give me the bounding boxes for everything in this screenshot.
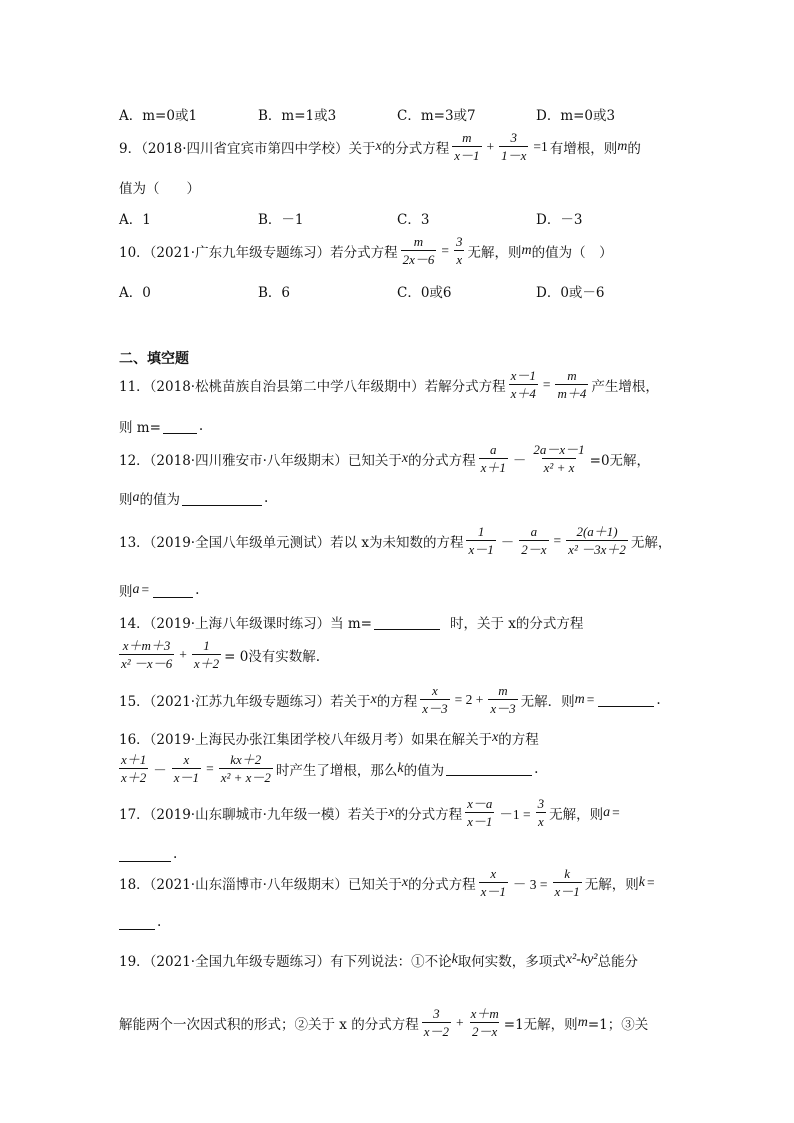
q18-var-k: k (638, 874, 645, 890)
q19-line2b: =1无解，则 (503, 1016, 578, 1033)
q11-end: . (198, 418, 204, 434)
q11-equals: = (542, 376, 551, 392)
q19-line1 (119, 950, 638, 970)
q17-end: . (173, 846, 178, 862)
q19-var-m: m (577, 1014, 588, 1030)
q9-var-m: m (617, 138, 628, 154)
q19-prefix: 19．（2021·全国九年级专题练习）有下列说法：①不论 (119, 954, 452, 970)
q18-minus: － 3 = (512, 876, 548, 892)
q17-equals-2: = (612, 804, 620, 820)
q9-fraction-1: $\frac{m}{x-1}$ (454, 130, 480, 163)
q17-line2 (119, 846, 177, 862)
q15-answer-blank[interactable] (598, 692, 654, 707)
q12-end: . (264, 490, 269, 506)
q11-line2 (119, 416, 203, 436)
q14-mid: 时，关于 x的分式方程 (449, 616, 584, 632)
q13-line1 (119, 524, 671, 557)
q13-prefix: 13．（2019·全国八年级单元测试）若以 x为未知数的方程 (119, 534, 464, 551)
q14-plus: + (179, 646, 187, 662)
q15-var-m: m (574, 691, 585, 707)
q18-fraction-1: $\frac{x}{x-1}$ (480, 866, 506, 899)
q13-line2 (119, 580, 199, 600)
q14-suffix: = 0没有实数解. (224, 648, 321, 665)
q16-suffix2: 的值为 (403, 762, 445, 779)
q12-line2-b: 的值为 (139, 492, 180, 508)
q10-option-a: A．0 (119, 285, 151, 301)
q19-fraction-1: $\frac{3}{x-2}$ (423, 1006, 449, 1039)
q17-answer-blank[interactable] (119, 847, 171, 862)
q14-fraction-2: $\frac{1}{x+2}$ (193, 638, 220, 671)
q10-fraction-1: $\frac{m}{2x-6}$ (402, 234, 435, 267)
q17-fraction-2: $\frac{3}{x}$ (537, 796, 545, 829)
q18-prefix: 18．（2021·山东淄博市·八年级期末）已知关于 (119, 876, 402, 893)
q11-fraction-2: $\frac{m}{m+4}$ (557, 368, 587, 401)
q13-line2-text: 则 (119, 584, 133, 600)
q10-suffix: 无解，则 (467, 244, 522, 261)
q17-var-x: x (388, 804, 395, 820)
q12-mid: 的分式方程 (408, 452, 476, 469)
q9-option-c: C．3 (397, 212, 430, 228)
q17-minus: －1 = (499, 806, 531, 822)
q11-line2-text: 则 m= (119, 420, 161, 436)
q9-suffix: 有增根，则 (549, 140, 618, 157)
section-title: 二、填空题 (119, 351, 189, 367)
q16-var-x: x (492, 730, 499, 745)
q14-answer-blank[interactable] (374, 615, 440, 630)
q19-line2c: =1；③关 (587, 1016, 649, 1033)
q14-line1 (119, 612, 583, 632)
q9-line1 (119, 130, 641, 163)
q11-line1 (119, 368, 659, 401)
q9-fraction-2: $\frac{3}{1-x}$ (501, 130, 527, 163)
q12-fraction-2: $\frac{2a-x-1}{\text{x² + x}}$ (533, 442, 585, 475)
q10-suffix2: 的值为（ ） (531, 244, 613, 261)
q12-var-a: a (132, 490, 140, 505)
q12-minus: － (512, 452, 527, 468)
q10-option-d: D．0或－6 (536, 285, 605, 301)
q16-line1 (119, 728, 539, 748)
q10-prefix: 10．（2021·广东九年级专题练习）若分式方程 (119, 244, 398, 261)
q19-line2a: 解能两个一次因式积的形式；②关于 x 的分式方程 (119, 1016, 419, 1033)
q16-line2 (119, 752, 538, 785)
q11-answer-blank[interactable] (163, 419, 197, 434)
q16-answer-blank[interactable] (446, 761, 532, 776)
q16-fraction-3: $\frac{kx+2}{\text{x² + x－2}}$ (220, 752, 271, 785)
q9-option-b: B．－1 (258, 212, 304, 228)
q11-prefix: 11．（2018·松桃苗族自治县第二中学八年级期中）若解分式方程 (119, 378, 506, 395)
q19-line2 (119, 1006, 648, 1039)
q15-suffix: 无解．则 (520, 693, 575, 710)
q10-equals: = (441, 242, 449, 258)
q13-suffix: 无解， (630, 534, 672, 551)
q10-option-c: C．0或6 (397, 285, 452, 301)
q18-answer-blank[interactable] (119, 915, 155, 930)
q19-plus: + (455, 1014, 464, 1030)
q8-option-d: D．m=0或3 (536, 108, 616, 124)
q12-prefix: 12．（2018·四川雅安市·八年级期末）已知关于 (119, 452, 402, 469)
q18-line2 (119, 914, 161, 930)
q14-prefix: 14．（2019·上海八年级课时练习）当 m= (119, 616, 372, 632)
q18-var-x: x (401, 874, 409, 890)
q9-line2: 值为（ ） (119, 181, 200, 197)
q9-option-a: A．1 (119, 212, 151, 228)
q19-line1c: 总能分 (597, 954, 638, 970)
q17-suffix: 无解，则 (549, 806, 604, 823)
q16-minus: － (153, 762, 167, 778)
q19-line1b: 取何实数，多项式 (457, 954, 566, 970)
q18-fraction-2: $\frac{k}{x-1}$ (554, 866, 580, 899)
q15-prefix: 15．（2021·江苏九年级专题练习）若关于 (119, 693, 371, 710)
q12-var-x: x (401, 450, 409, 466)
q15-equals-2: = (586, 691, 595, 707)
q17-fraction-1: $\frac{x-a}{x-1}$ (467, 796, 493, 829)
q12-line2-a: 则 (119, 492, 133, 508)
q17-prefix: 17．（2019·山东聊城市·九年级一模）若关于 (119, 806, 389, 823)
q15-fraction-1: $\frac{x}{x-3}$ (422, 683, 448, 716)
q19-fraction-2: $\frac{x+m}{2-x}$ (470, 1006, 499, 1039)
q18-mid: 的分式方程 (408, 876, 476, 893)
q15-mid: 的方程 (376, 693, 418, 710)
q13-fraction-1: $\frac{1}{x-1}$ (468, 524, 494, 557)
q8-option-c: C．m=3或7 (397, 108, 476, 124)
q15-line1 (119, 683, 661, 716)
q11-suffix: 产生增根， (591, 378, 659, 395)
q13-end: . (195, 582, 200, 598)
q19-var-k: k (451, 952, 458, 967)
q16-line1b: 的方程 (498, 732, 539, 748)
q18-suffix: 无解，则 (584, 876, 639, 893)
q18-line1 (119, 866, 657, 899)
q10-var-m: m (521, 242, 532, 258)
q15-var-x: x (370, 691, 377, 707)
q12-fraction-1: $\frac{a}{x+1}$ (480, 442, 506, 475)
q9-suffix2: 的 (627, 140, 641, 157)
q13-var-a: a (132, 582, 140, 597)
q13-answer-blank[interactable] (153, 583, 193, 598)
q15-end: . (656, 691, 661, 708)
q13-fraction-2: $\frac{a}{2-x}$ (521, 524, 547, 557)
q16-var-k: k (397, 760, 404, 776)
q16-fraction-2: $\frac{x}{x-1}$ (173, 752, 200, 785)
q8-option-b: B．m=1或3 (258, 108, 337, 124)
q16-end: . (534, 760, 539, 777)
q9-plus: + (486, 138, 495, 154)
q9-option-d: D．－3 (536, 212, 583, 228)
q17-mid: 的分式方程 (394, 806, 463, 823)
q15-equals: = 2 + (454, 691, 484, 707)
q17-line1 (119, 796, 622, 829)
q13-minus: － (500, 534, 515, 550)
q18-end: . (157, 914, 162, 930)
q17-var-a: a (603, 804, 611, 820)
q16-prefix: 16．（2019·上海民办张江集团学校八年级月考）如果在解关于 (119, 732, 493, 748)
q14-fraction-1: $\frac{x+m+3}{\text{x² －x－6}}$ (121, 638, 173, 671)
q9-mid: 的分式方程 (381, 140, 450, 157)
q16-suffix: 时产生了增根，那么 (275, 762, 398, 779)
q9-var-x: x (375, 138, 382, 154)
q19-polynomial: x²-ky² (565, 952, 598, 967)
q12-suffix: =0无解， (589, 452, 651, 469)
q13-equals-2: = (141, 582, 150, 597)
q13-equals: = (553, 532, 562, 548)
q12-answer-blank[interactable] (182, 491, 262, 506)
q10-fraction-2: $\frac{3}{x}$ (455, 234, 463, 267)
q15-fraction-2: $\frac{m}{x-3}$ (490, 683, 516, 716)
q9-prefix: 9．（2018·四川省宜宾市第四中学校）关于 (119, 140, 376, 157)
q9-equals: =1 (533, 138, 548, 154)
q12-line2 (119, 488, 268, 508)
q13-fraction-3: $\frac{2(a+1)}{\text{x² －3x＋2}}$ (568, 524, 626, 557)
q12-line1 (119, 442, 650, 475)
q10-option-b: B．6 (258, 285, 291, 301)
q14-line2 (119, 638, 320, 671)
q18-equals-2: = (647, 874, 655, 890)
q16-equals: = (206, 760, 214, 776)
q10-line1 (119, 234, 613, 267)
q11-fraction-1: $\frac{x-1}{x+4}$ (510, 368, 536, 401)
q16-fraction-1: $\frac{x+1}{x+2}$ (121, 752, 147, 785)
q8-option-a: A．m=0或1 (119, 108, 198, 124)
